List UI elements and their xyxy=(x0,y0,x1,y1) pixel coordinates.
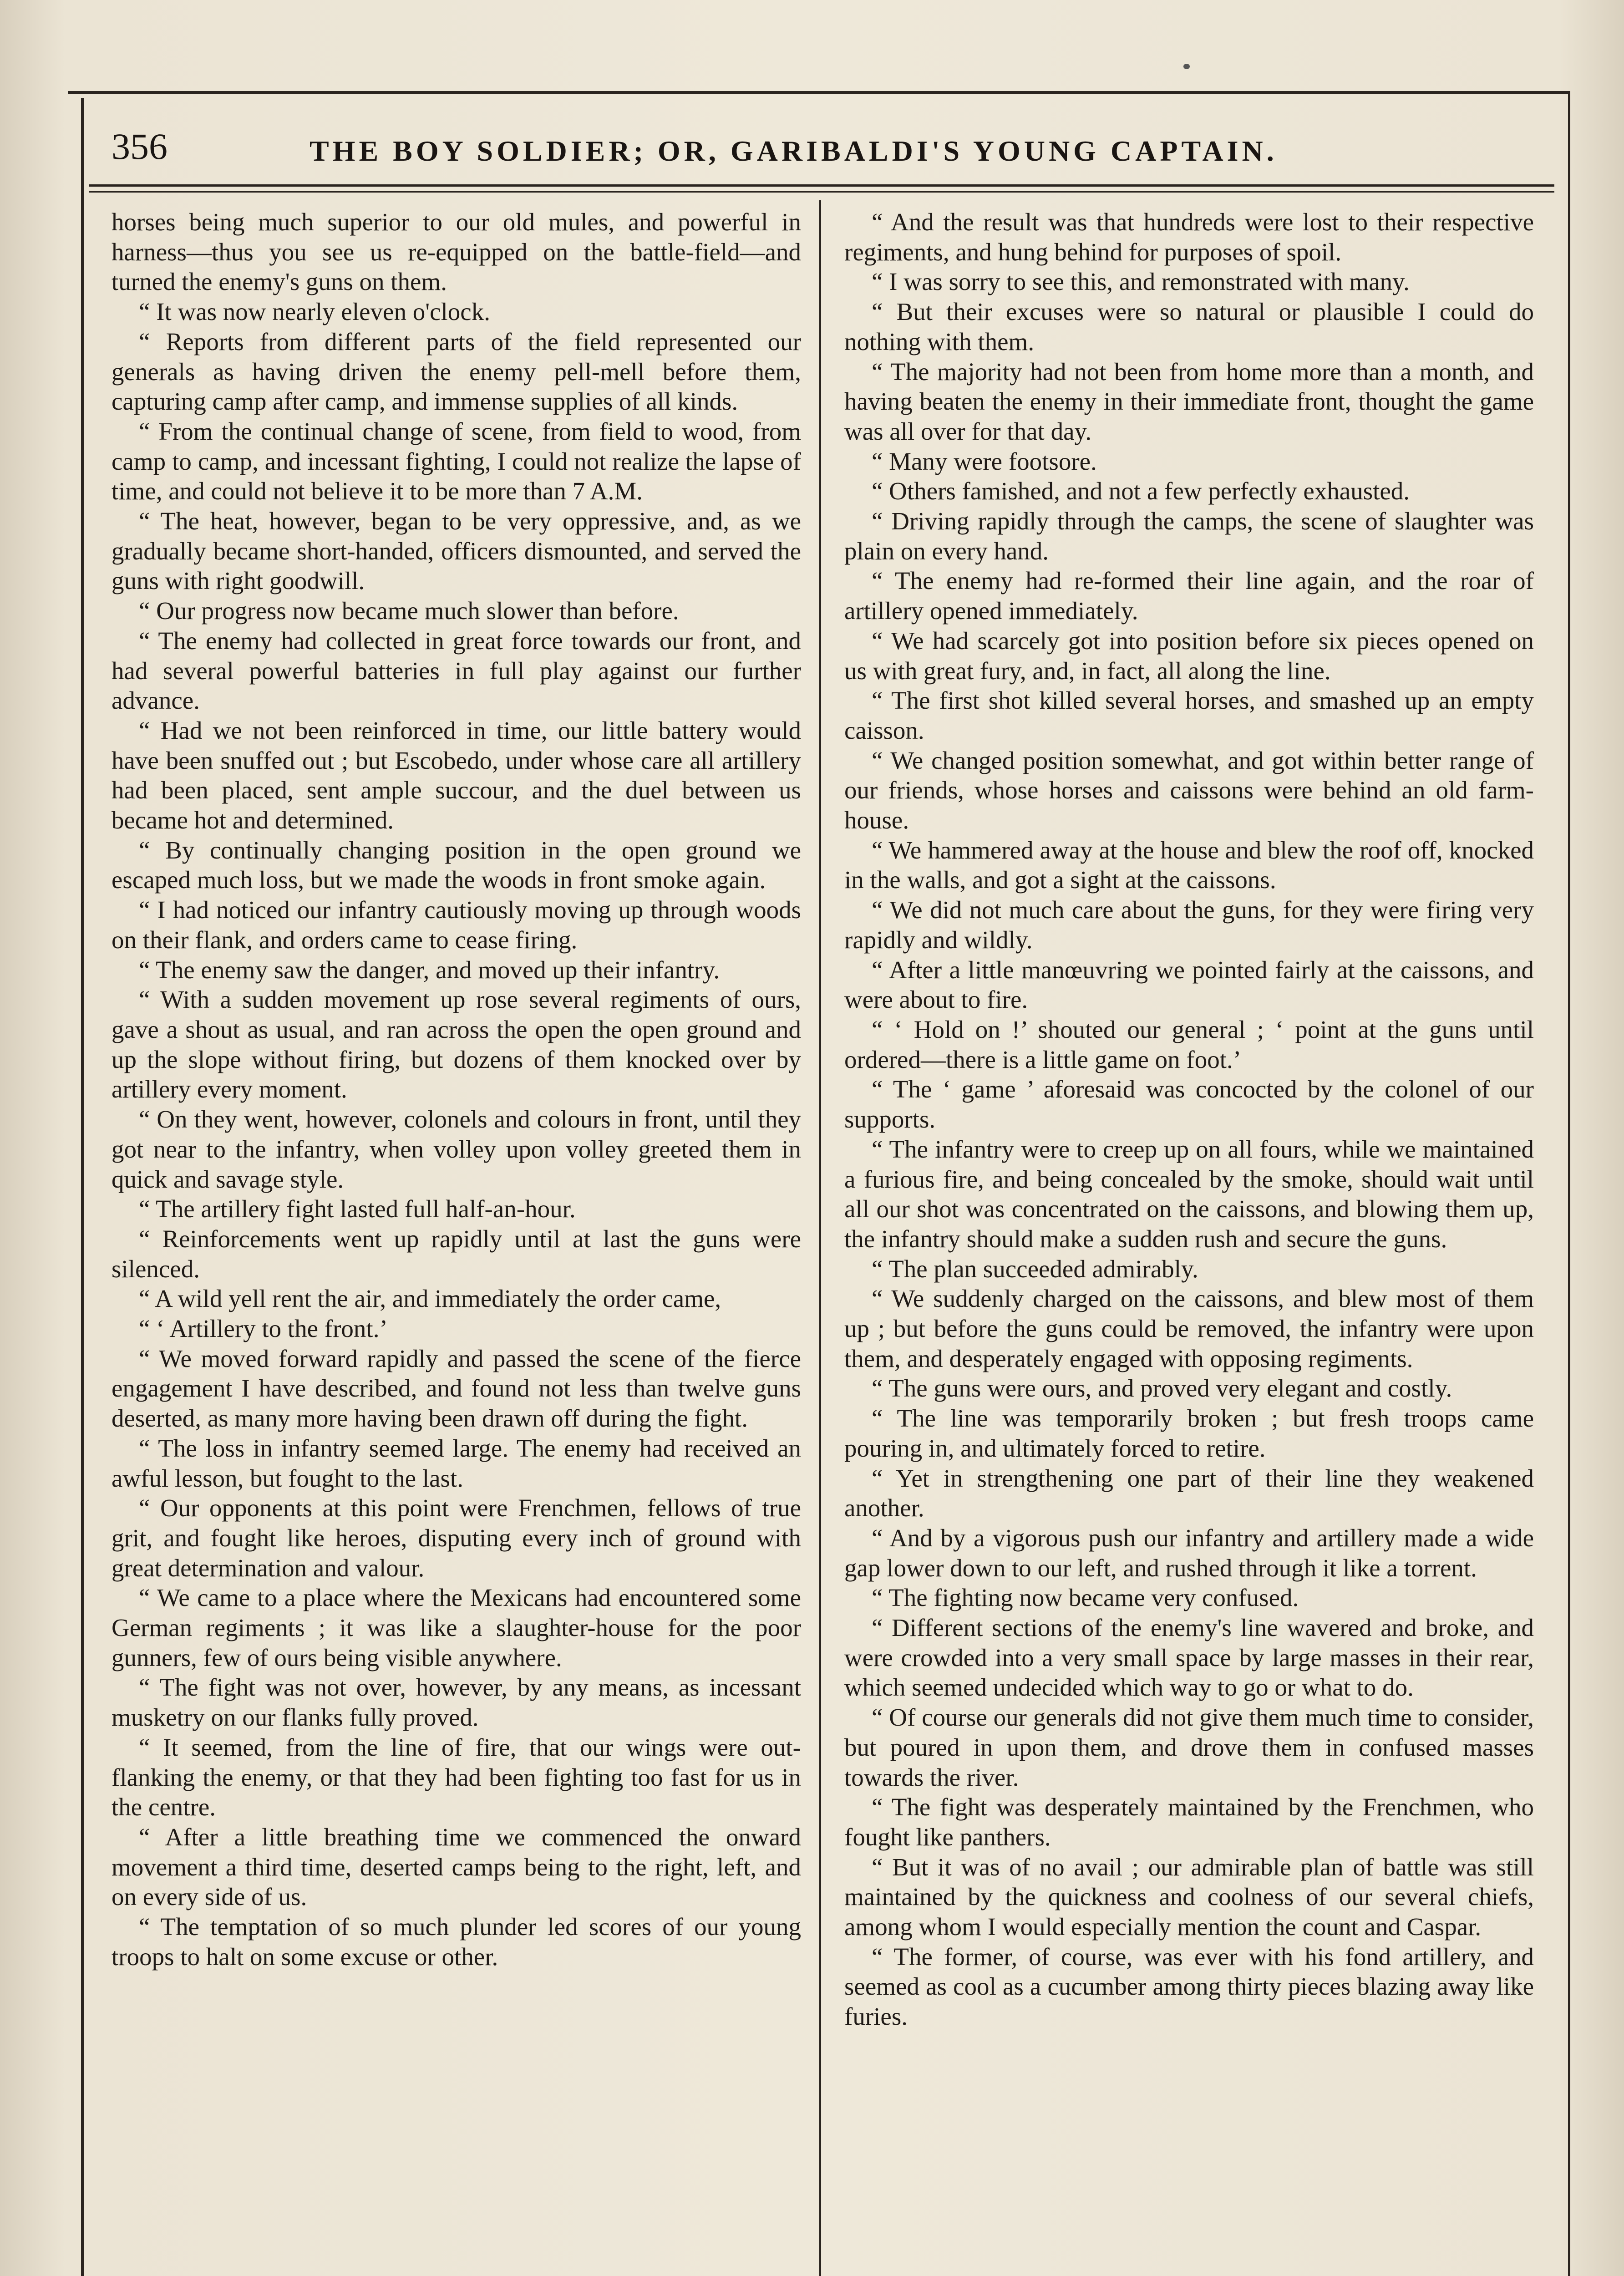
page-number: 356 xyxy=(112,126,167,167)
paragraph: “ Driving rapidly through the camps, the scene of slaughter was plain on every hand. xyxy=(844,507,1534,565)
running-title: THE BOY SOLDIER; OR, GARIBALDI'S YOUNG CAPTAIN. xyxy=(310,135,1278,167)
paragraph: “ The former, of course, was ever with his fond artillery, and seemed as cool as a cucumber among thirty pieces blazing away like furies. xyxy=(844,1942,1534,2031)
paragraph: “ Different sections of the enemy's line wavered and broke, and were crowded into a very small space by large masses in their rear, which seemed undecided which way to go or what to do. xyxy=(844,1614,1534,1702)
right-border-rule xyxy=(1568,91,1570,2276)
paragraph: “ But it was of no avail ; our admirable plan of battle was still maintained by the quickness and coolness of our several chiefs, among whom I would especially mention the count and Caspar. xyxy=(844,1853,1534,1941)
paragraph: “ I was sorry to see this, and remonstrated with many. xyxy=(872,268,1410,296)
paragraph: “ Our opponents at this point were Frenchmen, fellows of true grit, and fought like heroes, disputing every inch of ground with great determination and valour. xyxy=(112,1494,801,1582)
paragraph: “ The first shot killed several horses, and smashed up an empty caisson. xyxy=(844,686,1534,744)
header-rule xyxy=(89,184,1554,187)
paragraph: “ Yet in strengthening one part of their line they weakened another. xyxy=(844,1464,1534,1522)
right-column xyxy=(844,207,1534,2032)
paragraph: “ We had scarcely got into position before six pieces opened on us with great fury, and, in fact, all along the line. xyxy=(844,626,1534,685)
paragraph: “ Others famished, and not a few perfectly exhausted. xyxy=(872,477,1410,505)
paragraph: “ After a little breathing time we commenced the onward movement a third time, deserted camps being to the right, left, and on every side of us. xyxy=(112,1823,801,1911)
paragraph: “ But their excuses were so natural or plausible I could do nothing with them. xyxy=(844,298,1534,356)
paragraph: “ Of course our generals did not give them much time to consider, but poured in upon them, and drove them in confused masses towards the river. xyxy=(844,1703,1534,1791)
paragraph: “ Reinforcements went up rapidly until at last the guns were silenced. xyxy=(112,1224,801,1283)
paragraph: “ The ‘ game ’ aforesaid was concocted by the colonel of our supports. xyxy=(844,1075,1534,1133)
paragraph: “ The fight was desperately maintained by the Frenchmen, who fought like panthers. xyxy=(844,1793,1534,1851)
column-divider xyxy=(819,200,821,2276)
paragraph: “ The plan succeeded admirably. xyxy=(872,1255,1198,1283)
top-border-rule xyxy=(68,91,1570,94)
print-speck xyxy=(1183,64,1190,69)
paragraph: “ From the continual change of scene, from field to wood, from camp to camp, and incessant fighting, I could not realize the lapse of time, and could not believe it to be more than 7 A.M. xyxy=(112,417,801,505)
paragraph: “ The fight was not over, however, by any means, as incessant musketry on our flanks fully proved. xyxy=(112,1673,801,1732)
left-border-rule xyxy=(81,98,84,2276)
paragraph: “ After a little manœuvring we pointed fairly at the caissons, and were about to fire. xyxy=(844,955,1534,1014)
paragraph: “ Our progress now became much slower than before. xyxy=(139,597,679,625)
paragraph: “ A wild yell rent the air, and immediately the order came, xyxy=(139,1285,721,1313)
paragraph: “ I had noticed our infantry cautiously moving up through woods on their flank, and orders came to cease firing. xyxy=(112,896,801,954)
paragraph: “ It seemed, from the line of fire, that our wings were out-flanking the enemy, or that they had been fighting too fast for us in the centre. xyxy=(112,1733,801,1821)
paragraph: horses being much superior to our old mules, and powerful in harness—thus you see us re-equipped on the battle-field—and turned the enemy's guns on them. xyxy=(112,208,801,296)
paragraph: “ Reports from different parts of the field represented our generals as having driven the enemy pell-mell before them, capturing camp after camp, and immense supplies of all kinds. xyxy=(112,327,801,416)
left-column xyxy=(112,207,801,1971)
paragraph: “ ‘ Artillery to the front.’ xyxy=(139,1315,388,1343)
header-rule-thin xyxy=(89,191,1554,193)
paragraph: “ It was now nearly eleven o'clock. xyxy=(139,298,490,326)
paragraph: “ The enemy had collected in great force towards our front, and had several powerful batteries in full play against our further advance. xyxy=(112,626,801,715)
paragraph: “ The enemy had re-formed their line again, and the roar of artillery opened immediately. xyxy=(844,567,1534,625)
paragraph: “ We did not much care about the guns, for they were firing very rapidly and wildly. xyxy=(844,896,1534,954)
paragraph: “ We hammered away at the house and blew the roof off, knocked in the walls, and got a sight at the caissons. xyxy=(844,836,1534,894)
paragraph: “ We changed position somewhat, and got within better range of our friends, whose horses and caissons were behind an old farm-house. xyxy=(844,746,1534,834)
paragraph: “ The artillery fight lasted full half-an-hour. xyxy=(139,1195,576,1223)
paragraph: “ On they went, however, colonels and colours in front, until they got near to the infantry, when volley upon volley greeted them in quick and savage style. xyxy=(112,1105,801,1193)
paragraph: “ Had we not been reinforced in time, our little battery would have been snuffed out ; but Escobedo, under whose care all artillery had been placed, sent ample succour, and the duel between us became hot and determined. xyxy=(112,716,801,834)
paragraph: “ And the result was that hundreds were lost to their respective regiments, and hung behind for purposes of spoil. xyxy=(844,208,1534,266)
paragraph: “ The fighting now became very confused. xyxy=(872,1584,1299,1612)
paragraph: “ The temptation of so much plunder led scores of our young troops to halt on some excuse or other. xyxy=(112,1913,801,1971)
paragraph: “ Many were footsore. xyxy=(872,447,1097,475)
page-header xyxy=(105,116,1561,184)
paragraph: “ We suddenly charged on the caissons, and blew most of them up ; but before the guns could be removed, the infantry were upon them, and desperately engaged with opposing regiments. xyxy=(844,1285,1534,1372)
paragraph: “ ‘ Hold on !’ shouted our general ; ‘ point at the guns until ordered—there is a little game on foot.’ xyxy=(844,1015,1534,1073)
paragraph: “ The loss in infantry seemed large. The enemy had received an awful lesson, but fought to the last. xyxy=(112,1434,801,1492)
paragraph: “ And by a vigorous push our infantry and artillery made a wide gap lower down to our left, and rushed through it like a torrent. xyxy=(844,1524,1534,1582)
paragraph: “ We moved forward rapidly and passed the scene of the fierce engagement I have described, and found not less than twelve guns deserted, as many more having been drawn off during the fight. xyxy=(112,1344,801,1433)
paragraph: “ By continually changing position in the open ground we escaped much loss, but we made the woods in front smoke again. xyxy=(112,836,801,894)
paragraph: “ The guns were ours, and proved very elegant and costly. xyxy=(872,1374,1452,1402)
paragraph: “ The heat, however, began to be very oppressive, and, as we gradually became short-handed, officers dismounted, and served the guns with right goodwill. xyxy=(112,507,801,595)
paragraph: “ We came to a place where the Mexicans had encountered some German regiments ; it was like a slaughter-house for the poor gunners, few of ours being visible anywhere. xyxy=(112,1584,801,1671)
paragraph: “ With a sudden movement up rose several regiments of ours, gave a shout as usual, and ran across the open the open ground and up the slope without firing, but dozens of them knocked over by artillery every moment. xyxy=(112,986,801,1103)
paragraph: “ The majority had not been from home more than a month, and having beaten the enemy in their immediate front, thought the game was all over for that day. xyxy=(844,357,1534,445)
paragraph: “ The enemy saw the danger, and moved up their infantry. xyxy=(139,955,720,984)
paragraph: “ The line was temporarily broken ; but fresh troops came pouring in, and ultimately forced to retire. xyxy=(844,1404,1534,1462)
paragraph: “ The infantry were to creep up on all fours, while we maintained a furious fire, and being concealed by the smoke, should wait until all our shot was concentrated on the caissons, and blowing them up, the infantry should make a sudden rush and secure the guns. xyxy=(844,1135,1534,1253)
